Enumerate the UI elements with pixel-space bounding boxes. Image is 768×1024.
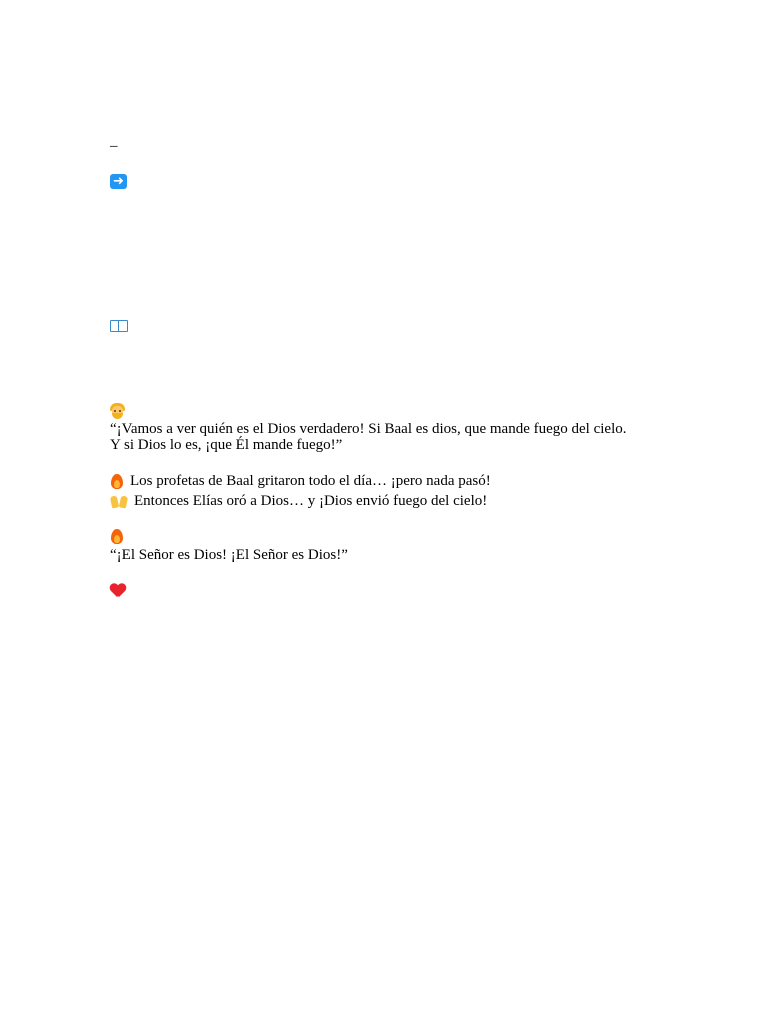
elias-text: Entonces Elías oró a Dios… y ¡Dios envió fuego del cielo! (134, 493, 488, 509)
bearded-man-icon (110, 403, 125, 419)
red-heart-icon (110, 584, 126, 598)
open-book-icon (110, 319, 128, 332)
elias-line (110, 493, 487, 510)
prophets-text: Los profetas de Baal gritaron todo el día… ¡pero nada pasó! (130, 473, 491, 489)
quote-line-2: Y si Dios lo es, ¡que Él mande fuego!” (110, 437, 343, 453)
raised-hands-icon (110, 495, 128, 509)
quote-2: “¡El Señor es Dios! ¡El Señor es Dios!” (110, 547, 348, 563)
right-arrow-icon: ➜ (110, 174, 127, 189)
quote-line-1: “¡Vamos a ver quién es el Dios verdadero! Si Baal es dios, que mande fuego del cielo. (110, 421, 627, 437)
dash-text: – (110, 138, 118, 154)
prophets-line (110, 473, 491, 490)
fire-icon (110, 473, 124, 490)
